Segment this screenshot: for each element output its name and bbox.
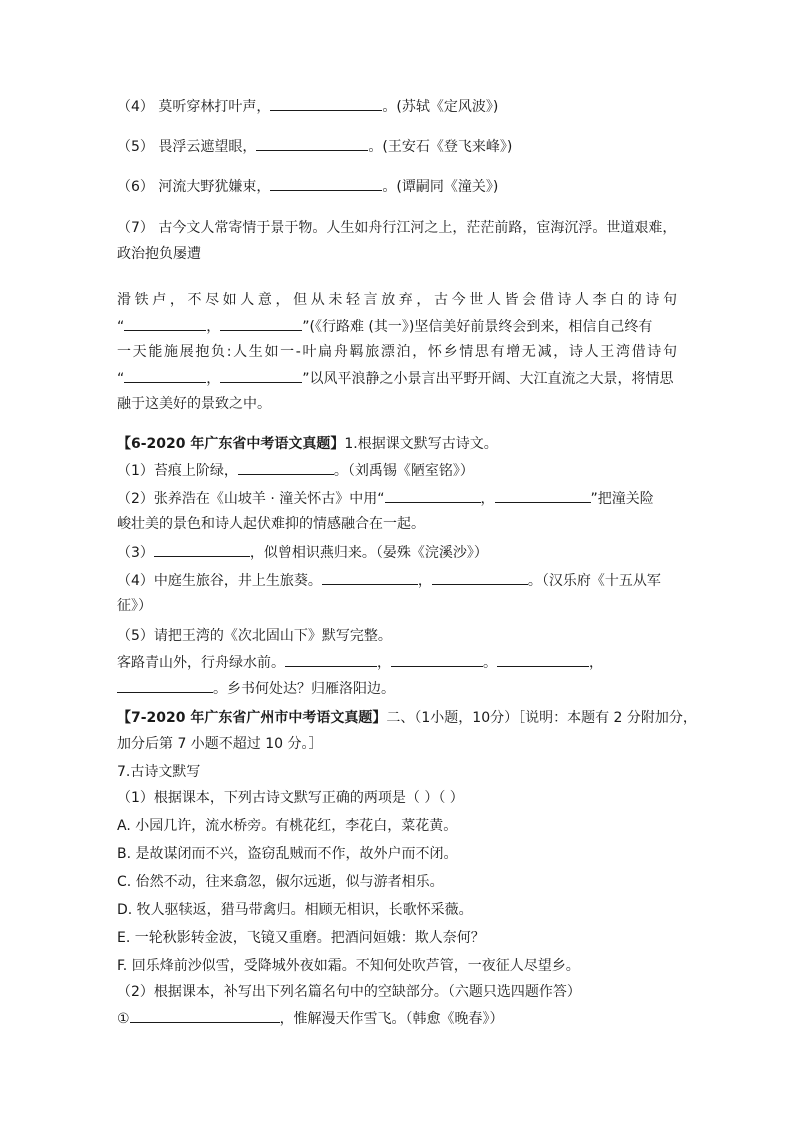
paragraph-line-5: 融于这美好的景致之中。	[117, 396, 271, 412]
item-5-text: （5） 畏浮云遮望眼，	[117, 139, 257, 155]
poem-line: 。乡书何处达？归雁洛阳边。	[213, 681, 395, 697]
circled-number: ①	[117, 1011, 130, 1027]
comma: ，	[377, 655, 391, 671]
paragraph-line-3: 一天能施展抱负:人生如一-叶扁舟羁旅漂泊，怀乡情思有增无减，诗人王湾借诗句	[117, 344, 677, 360]
item-6-text: （6） 河流大野犹嫌束，	[117, 179, 271, 195]
blank[interactable]	[270, 176, 382, 191]
item-6	[117, 176, 498, 197]
blank[interactable]	[270, 96, 382, 111]
q6-2-line2: 峻壮美的景色和诗人起伏难抑的情感融合在一起。	[117, 516, 425, 532]
poem-line: 客路青山外，行舟绿水前。	[117, 655, 285, 671]
blank[interactable]	[117, 678, 213, 693]
option-e: E. 一轮秋影转金波，飞镜又重磨。把酒问姮娥：欺人奈何？	[117, 930, 485, 946]
paragraph-text: ”以风平浪静之小景言出平野开阔、大江直流之大景，将情思	[302, 371, 674, 387]
q6-4-source: 。（汉乐府《十五从军	[527, 573, 661, 589]
item-4-text: （4） 莫听穿林打叶声，	[117, 99, 271, 115]
q6-2-text-end: ”把潼关险	[590, 491, 654, 507]
blank[interactable]	[322, 570, 418, 585]
paragraph-line-2	[117, 316, 652, 337]
q7-2-1	[117, 1008, 504, 1029]
q6-2	[117, 488, 654, 509]
quote-open: “	[117, 371, 125, 387]
item-5	[117, 136, 512, 157]
option-d: D. 牧人驱犊返，猎马带禽归。相顾无相识，长歌怀采薇。	[117, 902, 473, 918]
q6-3-text: ，似曾相识燕归来。（晏殊《浣溪沙》）	[249, 545, 488, 561]
blank[interactable]	[154, 542, 250, 557]
paragraph-line-1: 滑铁卢，不尽如人意，但从未轻言放弃，古今世人皆会借诗人李白的诗句	[117, 292, 677, 308]
q7-2: （2）根据课本，补写出下列名篇名句中的空缺部分。（六题只选四题作答）	[117, 984, 581, 1000]
blank[interactable]	[124, 368, 206, 383]
blank[interactable]	[124, 316, 206, 331]
q7-1: （1）根据课本，下列古诗文默写正确的两项是（ ）（ ）	[117, 790, 464, 806]
q7-head: 7.古诗文默写	[117, 764, 201, 780]
option-f: F. 回乐烽前沙似雪，受降城外夜如霜。不知何处吹芦管，一夜征人尽望乡。	[117, 958, 580, 974]
blank[interactable]	[285, 652, 377, 667]
section-7-instruction: 二、（1小题，10分）［说明：本题有 2 分附加分，	[386, 710, 697, 726]
paragraph-line-4	[117, 368, 674, 389]
section-7-title	[117, 708, 697, 728]
item-6-source: 。(谭嗣同《潼关》)	[382, 179, 499, 195]
item-7-line2: 政治抱负屡遭	[117, 246, 201, 262]
item-5-source: 。(王安石《登飞来峰》)	[368, 139, 513, 155]
comma: ，	[480, 491, 495, 507]
blank[interactable]	[130, 1008, 280, 1023]
blank[interactable]	[385, 488, 481, 503]
q6-1	[117, 460, 474, 481]
section-7-source: 【7-2020 年广东省广州市中考语文真题】	[117, 710, 387, 726]
q6-1-text: （1）苔痕上阶绿，	[117, 463, 238, 479]
option-a: A. 小园几许，流水桥旁。有桃花红，李花白，菜花黄。	[117, 818, 458, 834]
blank[interactable]	[391, 652, 483, 667]
blank[interactable]	[220, 368, 302, 383]
comma: ，	[417, 573, 432, 589]
item-4-source: 。(苏轼《定风波》)	[382, 99, 499, 115]
quote-open: “	[117, 319, 125, 335]
q6-4	[117, 570, 661, 591]
q6-4-line2: 征》）	[117, 598, 152, 614]
comma: ，	[589, 655, 603, 671]
q7-2-1-text: ，惟解漫天作雪飞。（韩愈《晚春》）	[279, 1011, 504, 1027]
section-6-source: 【6-2020 年广东省中考语文真题】	[117, 436, 345, 452]
section-6-title	[117, 434, 498, 454]
option-b: B. 是故谋闭而不兴，盗窃乱贼而不作，故外户而不闭。	[117, 846, 458, 862]
blank[interactable]	[220, 316, 302, 331]
section-6-instruction: 1.根据课文默写古诗文。	[344, 436, 498, 452]
q6-1-source: 。（刘禹锡《陋室铭》）	[333, 463, 474, 479]
q6-2-text: （2）张养浩在《山坡羊 · 潼关怀古》中用“	[117, 491, 385, 507]
q6-3-num: （3）	[117, 545, 154, 561]
q6-5-line1	[117, 652, 603, 673]
item-7-line1: （7） 古今文人常寄情于景于物。人生如舟行江河之上，茫茫前路，宦海沉浮。世道艰难，	[117, 220, 677, 236]
q6-4-text: （4）中庭生旅谷，井上生旅葵。	[117, 573, 322, 589]
blank[interactable]	[238, 460, 334, 475]
item-4	[117, 96, 498, 117]
blank[interactable]	[432, 570, 528, 585]
blank[interactable]	[256, 136, 368, 151]
comma: ，	[206, 371, 221, 387]
period: 。	[483, 655, 497, 671]
blank[interactable]	[497, 652, 589, 667]
q6-3	[117, 542, 488, 563]
option-c: C. 佁然不动，往来翕忽，俶尔远逝，似与游者相乐。	[117, 874, 444, 890]
q6-5: （5）请把王湾的《次北固山下》默写完整。	[117, 628, 392, 644]
section-7-title-line2: 加分后第 7 小题不超过 10 分。］	[117, 736, 323, 752]
blank[interactable]	[495, 488, 591, 503]
comma: ，	[206, 319, 221, 335]
q6-5-line2	[117, 678, 395, 699]
paragraph-text: ”(《行路难 (其一》)坚信美好前景终会到来，相信自己终有	[302, 319, 653, 335]
